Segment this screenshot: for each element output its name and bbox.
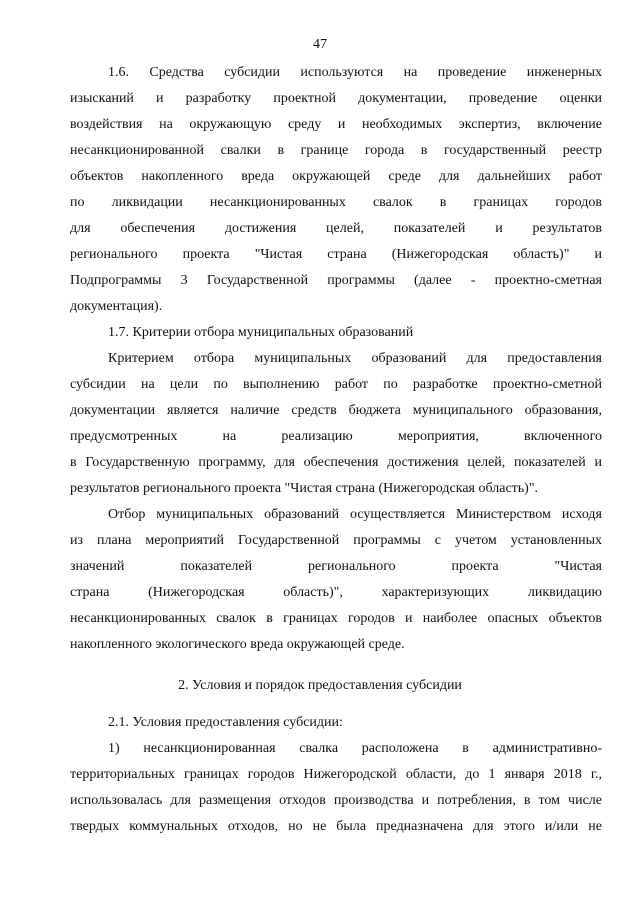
section-heading: 1.7. Критерии отбора муниципальных образований <box>108 325 414 340</box>
paragraph-line: предусмотренных на реализацию мероприятия, включенного <box>70 429 602 444</box>
paragraph-line: субсидии на цели по выполнению работ по разработке проектно-сметной <box>70 377 602 392</box>
paragraph-line: Подпрограммы 3 Государственной программы (далее - проектно-сметная <box>70 273 602 288</box>
paragraph-line: регионального проекта "Чистая страна (Нижегородская область)" и <box>70 247 602 262</box>
paragraph-line: Критерием отбора муниципальных образований для предоставления <box>108 351 602 366</box>
paragraph-line: территориальных границах городов Нижегородской области, до 1 января 2018 г., <box>70 767 602 782</box>
paragraph-line: страна (Нижегородская область)", характеризующих ликвидацию <box>70 585 602 600</box>
paragraph-line: несанкционированной свалки в границе города в государственный реестр <box>70 143 602 158</box>
paragraph-line: Отбор муниципальных образований осуществляется Министерством исходя <box>108 507 602 522</box>
paragraph-line: значений показателей регионального проекта "Чистая <box>70 559 602 574</box>
section-title: 2. Условия и порядок предоставления субсидии <box>178 678 462 693</box>
paragraph-line: накопленного экологического вреда окружающей среде. <box>70 637 405 652</box>
paragraph-line: 1) несанкционированная свалка расположена в административно- <box>108 741 602 756</box>
page-number: 47 <box>313 37 327 52</box>
paragraph-line: объектов накопленного вреда окружающей среде для дальнейших работ <box>70 169 602 184</box>
paragraph-line: твердых коммунальных отходов, но не была предназначена для этого и/или не <box>70 819 602 834</box>
paragraph-line: использовалась для размещения отходов производства и потребления, в том числе <box>70 793 602 808</box>
paragraph-line: из плана мероприятий Государственной программы с учетом установленных <box>70 533 602 548</box>
paragraph-line: изысканий и разработку проектной документации, проведение оценки <box>70 91 602 106</box>
paragraph-line: результатов регионального проекта "Чистая страна (Нижегородская область)". <box>70 481 539 496</box>
paragraph-line: документации является наличие средств бюджета муниципального образования, <box>70 403 602 418</box>
subsection-heading: 2.1. Условия предоставления субсидии: <box>108 715 343 730</box>
paragraph-line: воздействия на окружающую среду и необходимых экспертиз, включение <box>70 117 602 132</box>
paragraph-line: несанкционированных свалок в границах городов и наиболее опасных объектов <box>70 611 602 626</box>
paragraph-line: для обеспечения достижения целей, показателей и результатов <box>70 221 602 236</box>
paragraph-line: в Государственную программу, для обеспечения достижения целей, показателей и <box>70 455 602 470</box>
paragraph-line: 1.6. Средства субсидии используются на проведение инженерных <box>108 65 602 80</box>
paragraph-line: по ликвидации несанкционированных свалок в границах городов <box>70 195 602 210</box>
paragraph-line: документация). <box>70 299 163 314</box>
